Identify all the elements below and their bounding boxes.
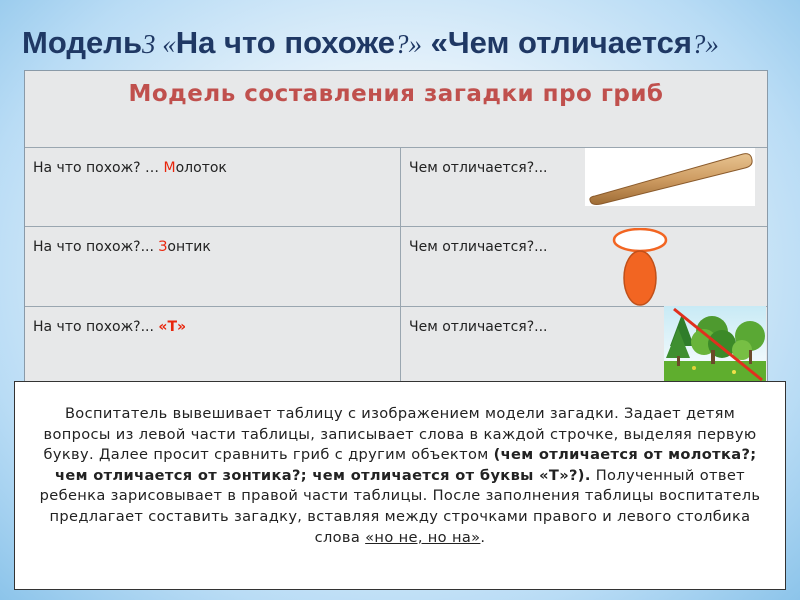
- row-answer: Чем отличается?...: [409, 239, 548, 255]
- wooden-stick-image: [585, 148, 755, 206]
- first-letter: З: [158, 239, 168, 255]
- first-letter: М: [163, 160, 176, 176]
- forest-image: [664, 306, 766, 384]
- slide-title: Модель3 «На что похоже?» «Чем отличается?»: [22, 25, 719, 60]
- first-letter: «Т»: [158, 319, 187, 335]
- row-question: На что похож?... Зонтик: [25, 227, 401, 306]
- row-answer: Чем отличается?...: [409, 160, 548, 176]
- table-row: [25, 307, 767, 386]
- row-question: На что похож?... «Т»: [25, 307, 401, 386]
- mushroom-drawing: [608, 228, 688, 308]
- row-answer: Чем отличается?...: [409, 319, 548, 335]
- table-header: [25, 71, 767, 148]
- teacher-instructions: Воспитатель вывешивает таблицу с изображением модели загадки. Задает детям вопросы из левой части таблицы, записывает слова в каждой строчке, выделяя первую букву. Далее просит сравнить гриб с другим объектом (чем отличается от молотка?; чем отличается от зонтика?; чем отличается от буквы «Т»?). Полученный ответ ребенка зарисовывает в правой части таблицы. После заполнения таблицы воспитатель предлагает составить загадку, вставляя между строчками правого и левого столбика слова «но не, но на».: [14, 381, 786, 590]
- table-heading: Модель составления загадки про гриб: [128, 81, 664, 107]
- row-question: На что похож? … Молоток: [25, 148, 401, 226]
